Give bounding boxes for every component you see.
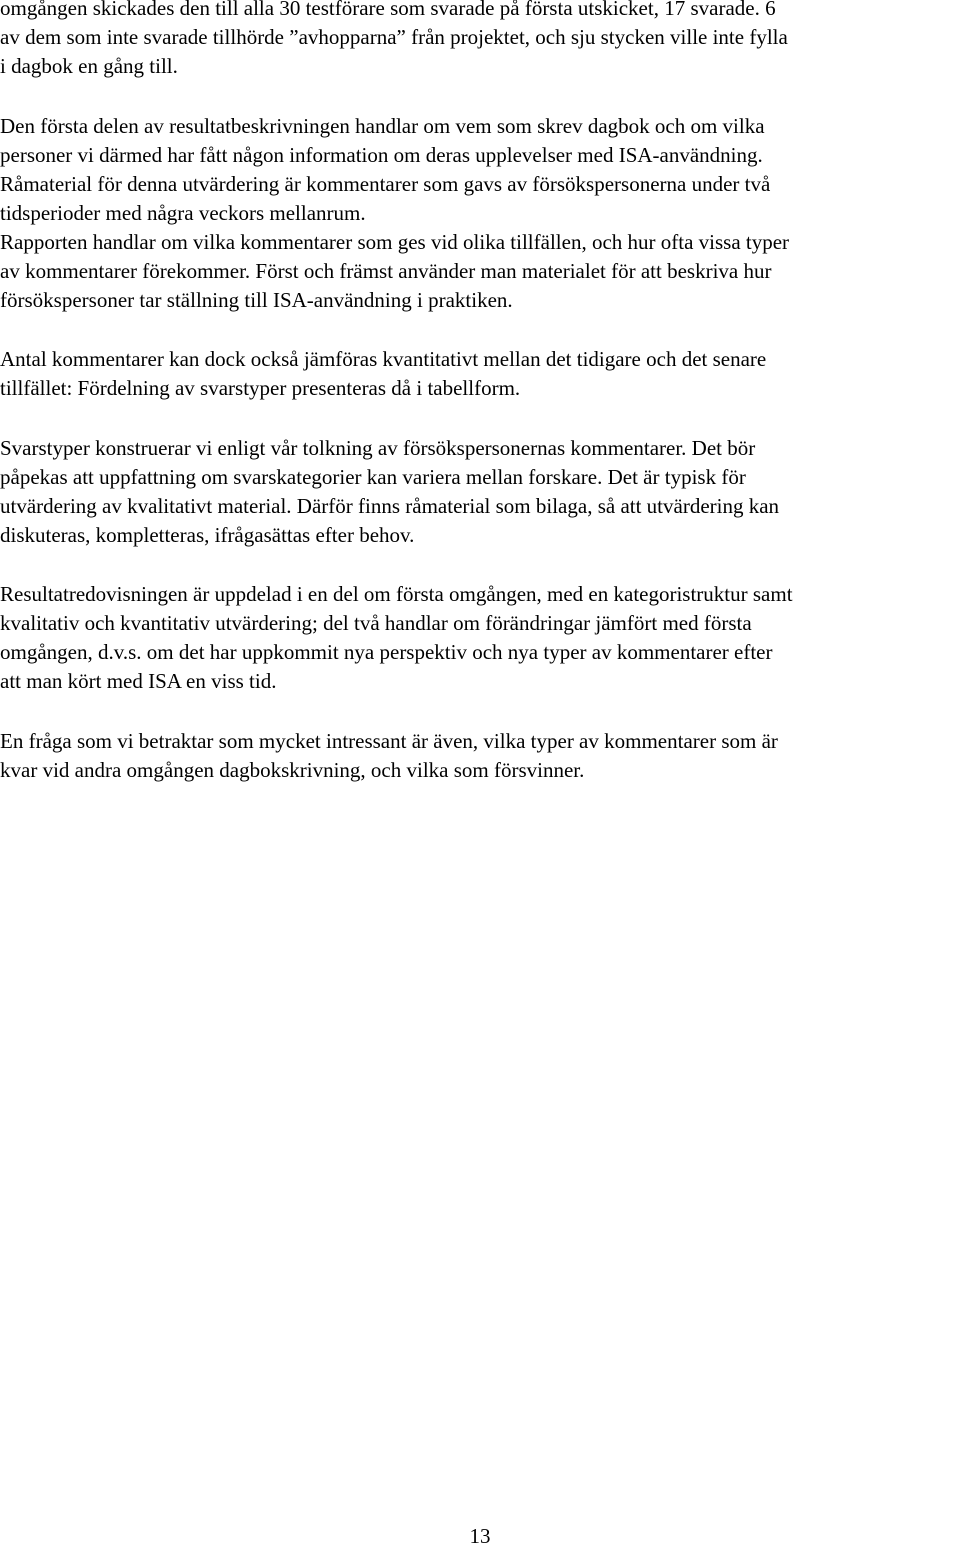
text-line: omgången, d.v.s. om det har uppkommit nya perspektiv och nya typer av kommentarer efter: [0, 640, 773, 664]
text-line: tillfället: Fördelning av svarstyper presenteras då i tabellform.: [0, 376, 521, 400]
paragraph-response-types: [0, 434, 960, 550]
text-line: En fråga som vi betraktar som mycket intressant är även, vilka typer av kommentarer som är: [0, 729, 778, 753]
page-number: 13: [469, 1524, 491, 1548]
text-line: tidsperioder med några veckors mellanrum.: [0, 201, 366, 225]
text-line: utvärdering av kvalitativt material. Därför finns råmaterial som bilaga, så att utvärdering kan: [0, 494, 780, 518]
paragraph-key-question: [0, 727, 960, 785]
text-line: Resultatredovisningen är uppdelad i en del om första omgången, med en kategoristruktur samt: [0, 582, 793, 606]
text-line: kvar vid andra omgången dagbokskrivning, och vilka som försvinner.: [0, 758, 585, 782]
text-line: försökspersoner tar ställning till ISA-användning i praktiken.: [0, 288, 513, 312]
text-line: omgången skickades den till alla 30 testförare som svarade på första utskicket, 17 svarade. 6: [0, 0, 776, 20]
paragraph-survey-response: [0, 0, 960, 81]
text-line: Svarstyper konstruerar vi enligt vår tolkning av försökspersonernas kommentarer. Det bör: [0, 436, 756, 460]
text-line: Råmaterial för denna utvärdering är kommentarer som gavs av försökspersonerna under två: [0, 172, 771, 196]
paragraph-quantitative-comparison: [0, 345, 960, 403]
text-line: Rapporten handlar om vilka kommentarer som ges vid olika tillfällen, och hur ofta vissa typer: [0, 230, 790, 254]
text-line: Den första delen av resultatbeskrivningen handlar om vem som skrev dagbok och om vilka: [0, 114, 765, 138]
paragraph-results-description: [0, 112, 960, 315]
text-line: av kommentarer förekommer. Först och främst använder man materialet för att beskriva hur: [0, 259, 772, 283]
text-line: diskuteras, kompletteras, ifrågasättas efter behov.: [0, 523, 415, 547]
text-line: Antal kommentarer kan dock också jämföras kvantitativt mellan det tidigare och det senare: [0, 347, 767, 371]
text-line: av dem som inte svarade tillhörde ”avhopparna” från projektet, och sju stycken ville inte fylla: [0, 25, 788, 49]
text-line: i dagbok en gång till.: [0, 54, 178, 78]
paragraph-results-structure: [0, 580, 960, 696]
text-line: påpekas att uppfattning om svarskategorier kan variera mellan forskare. Det är typisk för: [0, 465, 746, 489]
text-line: personer vi därmed har fått någon information om deras upplevelser med ISA-användning.: [0, 143, 763, 167]
text-line: kvalitativ och kvantitativ utvärdering; del två handlar om förändringar jämfört med första: [0, 611, 752, 635]
text-line: att man kört med ISA en viss tid.: [0, 669, 277, 693]
